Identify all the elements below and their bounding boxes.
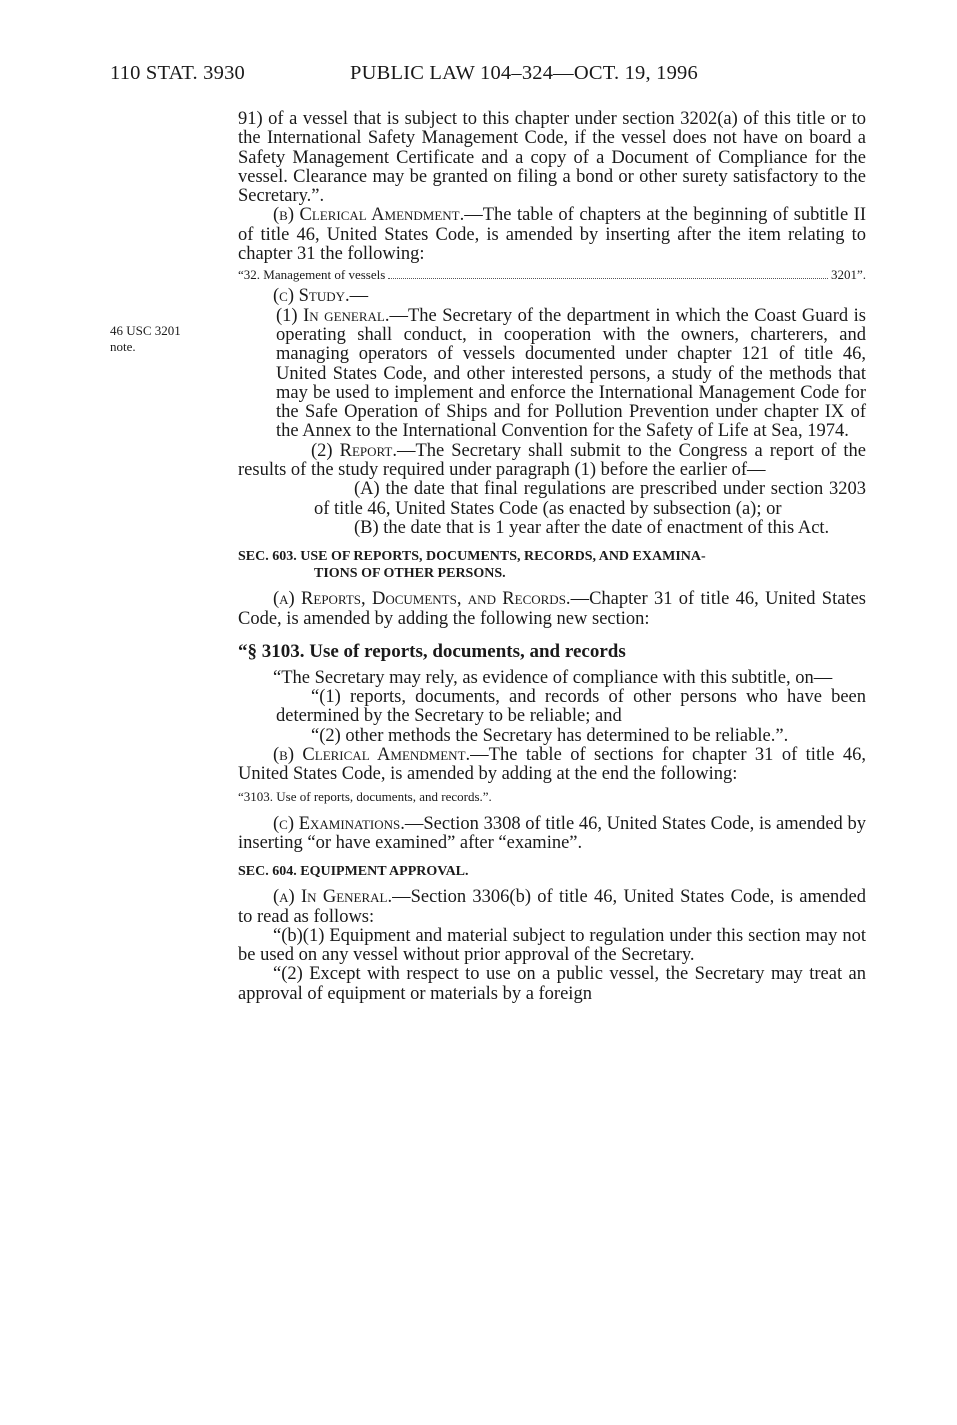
section-603-heading-line2: TIONS OF OTHER PERSONS. — [314, 566, 506, 582]
paragraph-continuation: 91) of a vessel that is subject to this chapter under section 3202(a) of this title or to the International Safety Management Code, if the vessel does not have on board a Safety Management Certificate and a copy of a Document of Compliance for the vessel. Clearance may be granted on filing a bond or other surety satisfactory to the Secretary.”. — [238, 109, 866, 207]
clerical-amendment-label: (b) Clerical Amendment. — [273, 205, 465, 226]
study-label: (c) Study. — [273, 286, 350, 307]
in-general-604-text: —Section 3306(b) of title 46, United States Code, is amended to read as follows: — [238, 887, 867, 927]
paragraph-603-b — [238, 746, 866, 785]
toc-entry-title: “32. Management of vessels — [238, 267, 386, 283]
toc-entry-chapter-32 — [238, 267, 866, 283]
public-law-citation: PUBLIC LAW 104–324—OCT. 19, 1996 — [350, 62, 698, 84]
study-dash: — — [349, 286, 369, 307]
toc-leader-dots — [388, 268, 828, 279]
toc-entry-3103: “3103. Use of reports, documents, and records.”. — [238, 788, 492, 804]
stat-page-number: 110 STAT. 3930 — [110, 62, 245, 84]
section-603-heading — [238, 548, 866, 582]
examinations-label: (c) Examinations. — [273, 813, 405, 834]
paragraph-603-a — [238, 590, 866, 629]
paragraph-clerical-amendment-b — [238, 206, 866, 264]
paragraph-603-c — [238, 815, 866, 854]
paragraph-study-heading — [238, 287, 866, 306]
paragraph-604-b1: “(b)(1) Equipment and material subject to regulation under this section may not be used on any vessel without prior approval of the Secretary. — [238, 925, 866, 966]
clerical-amendment-text: —The table of chapters at the beginning of subtitle II of title 46, United States Code, is amended by inserting after the item relating to chapter 31 the following: — [238, 205, 866, 265]
paragraph-604-b2: “(2) Except with respect to use on a public vessel, the Secretary may treat an approval of equipment or materials by a foreign — [238, 964, 866, 1004]
examinations-text: —Section 3308 of title 46, United States Code, is amended by inserting “or have examined” after “examine”. — [238, 813, 866, 853]
paragraph-3103-intro: “The Secretary may rely, as evidence of compliance with this subtitle, on— — [273, 667, 833, 688]
toc-entry-section: 3201”. — [830, 267, 866, 283]
clerical-amendment-603-text: —The table of sections for chapter 31 of title 46, United States Code, is amended by adding at the end the following: — [238, 745, 866, 785]
in-general-text: —The Secretary of the department in which the Coast Guard is operating shall conduct, in cooperation with the owners, charterers, and managing operators of vessels documented under chapter 121 of title 46, United States Code, and other interested persons, a study of the methods that may be used to implement and enforce the International Management Code for the Safe Operation of Ships and for Pollution Prevention under chapter IX of the Annex to the International Convention for the Safety of Life at Sea, 1974. — [276, 305, 867, 442]
report-text: —The Secretary shall submit to the Congress a report of the results of the study required under paragraph (1) before the earlier of— — [238, 440, 866, 481]
in-general-label: (1) In general. — [276, 305, 390, 326]
paragraph-study-1 — [238, 307, 866, 442]
report-label: (2) Report. — [311, 440, 397, 461]
paragraph-study-2 — [238, 442, 866, 481]
in-general-604-label: (a) In General. — [273, 887, 393, 908]
reports-documents-records-label: (a) Reports, Documents, and Records. — [273, 589, 571, 610]
paragraph-study-2B: (B) the date that is 1 year after the date of enactment of this Act. — [354, 517, 830, 538]
paragraph-3103-2: “(2) other methods the Secretary has determined to be reliable.”. — [311, 725, 789, 746]
paragraph-604-a — [238, 888, 866, 927]
section-603-heading-line1: SEC. 603. USE OF REPORTS, DOCUMENTS, RECORDS, AND EXAMINA- — [238, 549, 706, 565]
section-604-heading: SEC. 604. EQUIPMENT APPROVAL. — [238, 864, 469, 880]
page-header — [110, 62, 870, 92]
margin-note-line2: note. — [110, 339, 136, 354]
body-text — [238, 110, 866, 1004]
paragraph-study-2A: (A) the date that final regulations are prescribed under section 3203 of title 46, United States Code (as enacted by subsection (a); or — [314, 479, 866, 519]
paragraph-3103-1: “(1) reports, documents, and records of other persons who have been determined by the Secretary to be reliable; and — [276, 687, 866, 727]
clerical-amendment-603-label: (b) Clerical Amendment. — [273, 745, 471, 766]
margin-note-line1: 46 USC 3201 — [110, 323, 181, 338]
margin-note — [110, 323, 181, 355]
section-3103-title: “§ 3103. Use of reports, documents, and records — [238, 640, 626, 662]
reports-documents-records-text: —Chapter 31 of title 46, United States Code, is amended by adding the following new section: — [238, 589, 866, 629]
